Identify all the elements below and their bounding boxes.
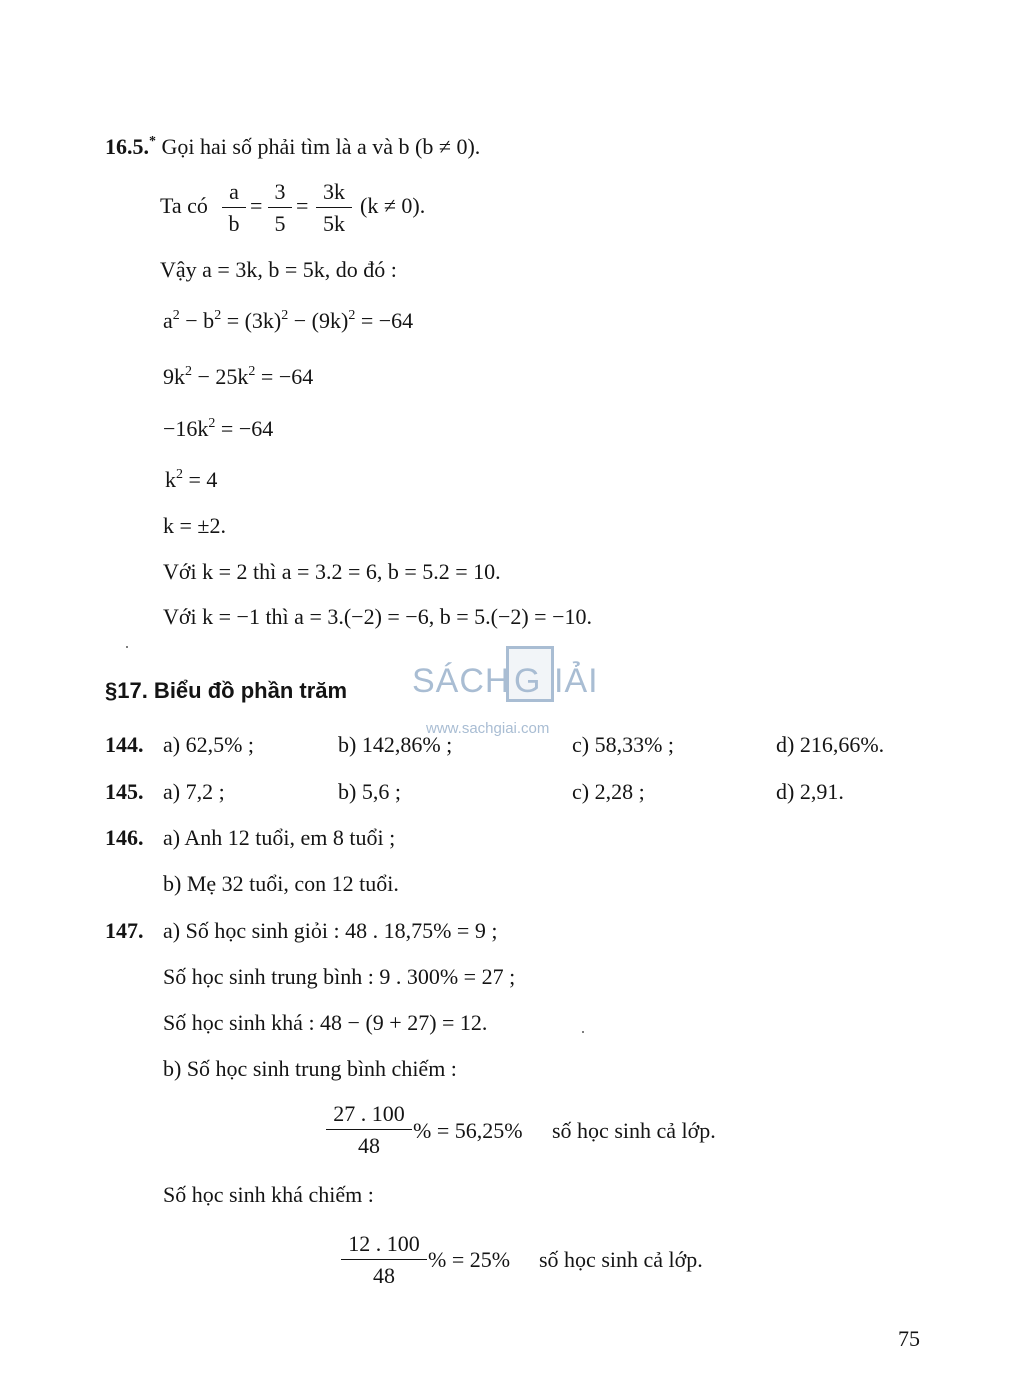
fraction-numerator: 3 [274,179,286,204]
fraction-a-b [222,181,246,235]
answer-144-a: a) 62,5% ; [163,732,255,757]
answer-147-a2: Số học sinh trung bình : 9 . 300% = 27 ; [163,964,516,989]
term: = (3k) [221,308,282,333]
text-147-b2: số học sinh cả lớp. [539,1247,703,1272]
fraction-numerator: 12 . 100 [348,1231,420,1256]
equation-line-2 [163,366,313,388]
term: − (9k) [288,308,349,333]
term: = −64 [355,308,414,333]
exponent: 2 [172,308,180,323]
ta-co-label: Ta có [160,193,208,218]
fraction-denominator: 48 [326,1129,412,1157]
problem-144-label: 144. [105,732,144,757]
term: − b [179,308,215,333]
term: = −64 [255,364,314,389]
answer-146-a: a) Anh 12 tuổi, em 8 tuổi ; [163,825,396,850]
term: − 25k [192,364,249,389]
fraction-27x100-48 [326,1103,412,1157]
equation-line-1 [163,310,413,332]
term: = 4 [183,467,218,492]
equation-line-4 [165,469,217,491]
answer-145-d: d) 2,91. [776,779,844,804]
answer-145-c: c) 2,28 ; [572,779,645,804]
answer-144-c: c) 58,33% ; [572,732,675,757]
exponent: 2 [248,364,256,379]
problem-16-5-intro [105,136,480,158]
fraction-numerator: a [229,179,239,204]
equation-line-5: k = ±2. [163,513,226,538]
term: k [165,467,176,492]
exponent: 2 [281,308,289,323]
answer-146-b: b) Mẹ 32 tuổi, con 12 tuổi. [163,871,399,896]
equals-sign: = [250,193,263,218]
problem-label: 16.5. [105,134,149,159]
exponent: 2 [214,308,222,323]
equation-line-7: Với k = −1 thì a = 3.(−2) = −6, b = 5.(−2) = −10. [163,604,592,629]
answer-147-b2: Số học sinh khá chiếm : [163,1182,374,1207]
term: a [163,308,173,333]
problem-147-label: 147. [105,918,144,943]
answer-145-b: b) 5,6 ; [338,779,401,804]
problem-146-label: 146. [105,825,144,850]
fraction-12x100-48 [341,1233,427,1287]
exponent: 2 [176,467,183,482]
watermark-url: www.sachgiai.com [426,720,550,737]
watermark-right-text: IẢI [554,662,599,700]
answer-147-b1: b) Số học sinh trung bình chiếm : [163,1056,457,1081]
condition-text: (k ≠ 0). [360,193,426,218]
stray-dot [126,646,128,648]
term: 9k [163,364,185,389]
fraction-numerator: 3k [323,179,345,204]
exponent: 2 [208,416,216,431]
equation-line-6: Với k = 2 thì a = 3.2 = 6, b = 5.2 = 10. [163,559,501,584]
section-title: §17. Biểu đồ phần trăm [105,678,348,703]
fraction-denominator: 5k [316,207,352,235]
watermark-logo [412,644,627,740]
term: = −64 [215,416,274,441]
term: −16k [163,416,209,441]
equation-line-3 [163,418,273,440]
problem-145-label: 145. [105,779,144,804]
answer-144-d: d) 216,66%. [776,732,885,757]
page-number: 75 [898,1326,920,1351]
answer-147-a3: Số học sinh khá : 48 − (9 + 27) = 12. [163,1010,488,1035]
fraction-3-5 [268,181,292,235]
fraction-numerator: 27 . 100 [333,1101,405,1126]
answer-144-b: b) 142,86% ; [338,732,453,757]
watermark-left-text: SÁCH [412,662,511,700]
problem-text: Gọi hai số phải tìm là a và b (b ≠ 0). [161,134,481,159]
answer-145-a: a) 7,2 ; [163,779,225,804]
result-147-b2: % = 25% [428,1247,511,1272]
fraction-3k-5k [316,181,352,235]
exponent: 2 [348,308,356,323]
exponent: 2 [185,364,192,379]
fraction-denominator: 5 [268,207,292,235]
fraction-denominator: 48 [341,1259,427,1287]
equals-sign: = [296,193,309,218]
fraction-denominator: b [222,207,246,235]
watermark-g-letter: G [514,662,542,700]
answer-147-a1: a) Số học sinh giỏi : 48 . 18,75% = 9 ; [163,918,498,943]
star-mark: * [149,134,156,149]
result-147-b1: % = 56,25% [413,1118,523,1143]
stray-dot [582,1031,584,1033]
text-147-b1: số học sinh cả lớp. [552,1118,716,1143]
vay-line: Vậy a = 3k, b = 5k, do đó : [160,257,397,282]
